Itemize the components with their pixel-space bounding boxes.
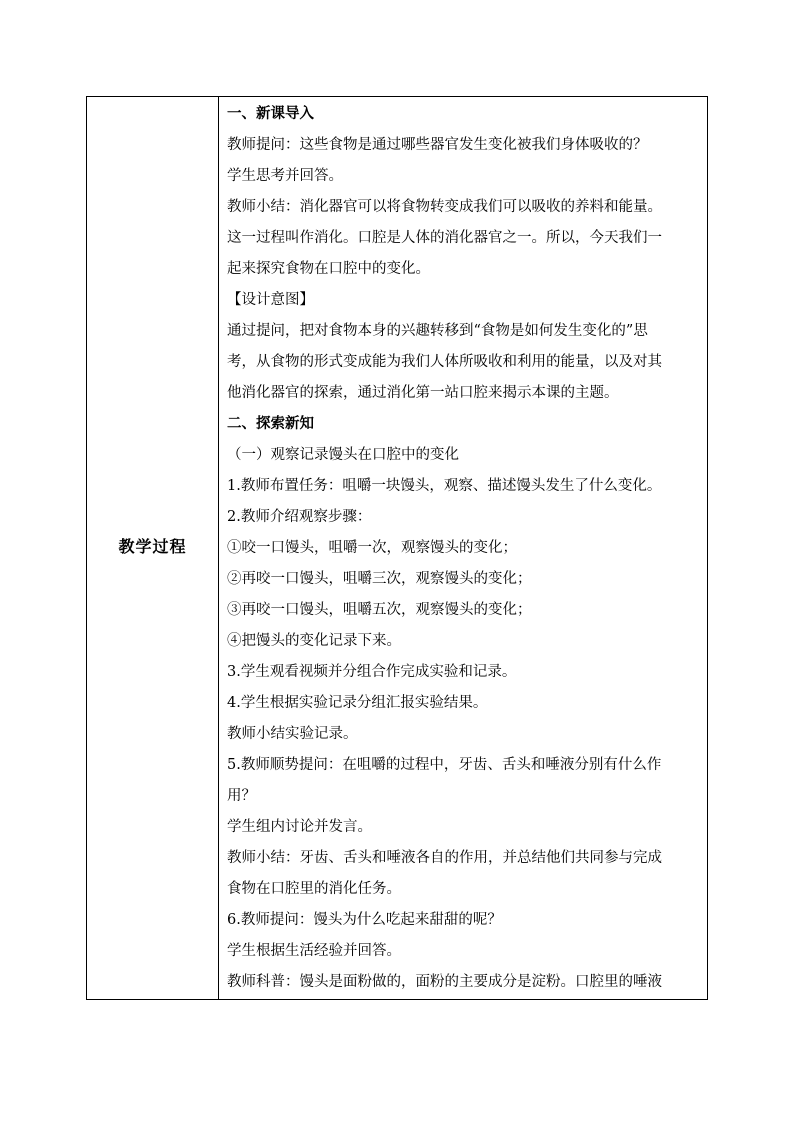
text-line: 学生思考并回答。 [227,168,343,184]
text-line: 教师小结实验记录。 [227,726,358,742]
text-line: 这一过程叫作消化。口腔是人体的消化器官之一。所以，今天我们一 [227,230,662,246]
text-line: 教师小结：消化器官可以将食物转变成我们可以吸收的养料和能量。 [227,199,662,215]
text-line: 考，从食物的形式变成能为我们人体所吸收和利用的能量，以及对其 [227,354,662,370]
text-line: （一）观察记录馒头在口腔中的变化 [227,447,459,463]
text-line: 5.教师顺势提问：在咀嚼的过程中，牙齿、舌头和唾液分别有什么作 [227,757,662,773]
text-line: 他消化器官的探索，通过消化第一站口腔来揭示本课的主题。 [227,385,619,401]
section-heading: 二、探索新知 [227,416,314,432]
text-line: ③再咬一口馒头，咀嚼五次，观察馒头的变化； [227,602,532,618]
text-line: 4.学生根据实验记录分组汇报实验结果。 [227,695,488,711]
text-line: ①咬一口馒头，咀嚼一次，观察馒头的变化； [227,540,517,556]
text-line: 教师小结：牙齿、舌头和唾液各自的作用，并总结他们共同参与完成 [227,850,662,866]
text-line: 学生组内讨论并发言。 [227,819,372,835]
text-line: 教师科普：馒头是面粉做的，面粉的主要成分是淀粉。口腔里的唾液 [227,974,662,990]
text-line: ④把馒头的变化记录下来。 [227,633,401,649]
text-line: 食物在口腔里的消化任务。 [227,881,401,897]
text-line: 【设计意图】 [227,292,314,308]
lesson-table [86,96,708,1000]
text-line: 用？ [227,788,256,804]
text-line: 6.教师提问：馒头为什么吃起来甜甜的呢？ [227,912,502,928]
content-cell [219,97,707,999]
text-line: ②再咬一口馒头，咀嚼三次，观察馒头的变化； [227,571,532,587]
text-line: 通过提问，把对食物本身的兴趣转移到“食物是如何发生变化的”思 [227,323,648,339]
section-label: 教学过程 [118,536,187,556]
text-line: 3.学生观看视频并分组合作完成实验和记录。 [227,664,517,680]
label-cell [87,97,219,999]
text-line: 学生根据生活经验并回答。 [227,943,401,959]
text-line: 教师提问：这些食物是通过哪些器官发生变化被我们身体吸收的？ [227,137,648,153]
text-line: 1.教师布置任务：咀嚼一块馒头，观察、描述馒头发生了什么变化。 [227,478,662,494]
text-line: 2.教师介绍观察步骤： [227,509,372,525]
text-line: 起来探究食物在口腔中的变化。 [227,261,430,277]
section-heading: 一、新课导入 [227,106,314,122]
